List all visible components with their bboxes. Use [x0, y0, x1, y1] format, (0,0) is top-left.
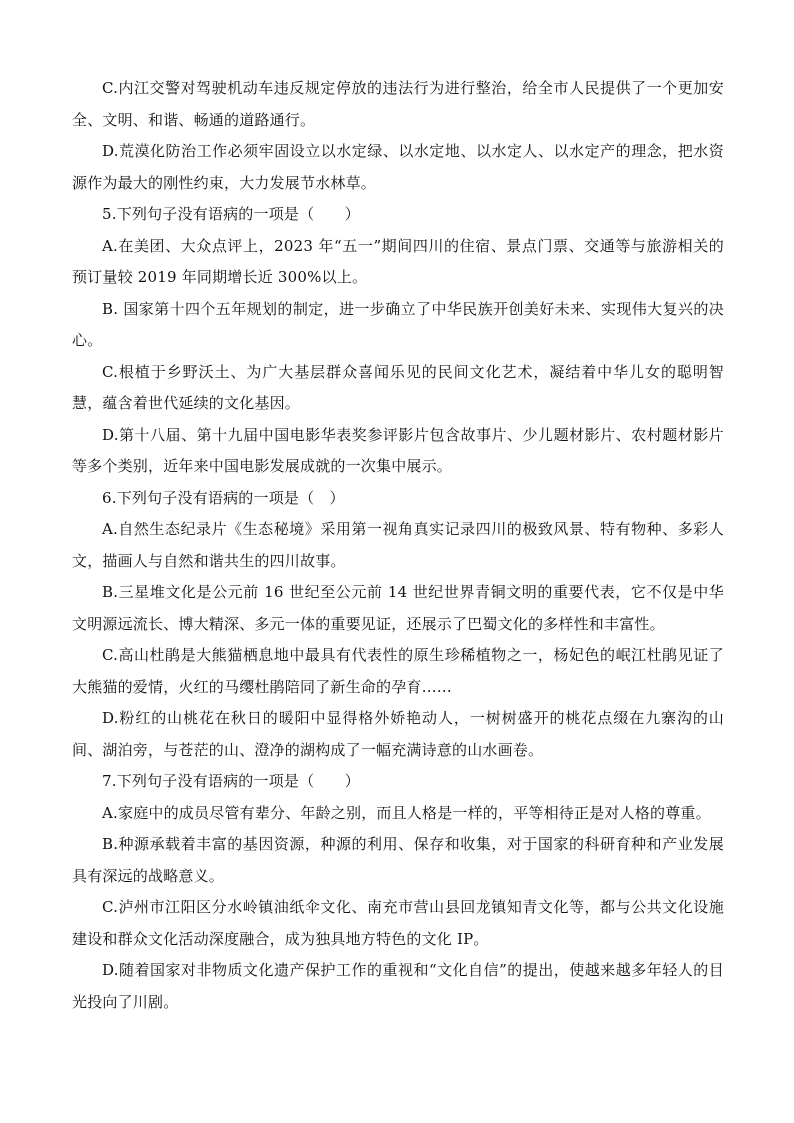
option-b-q7: B.种源承载着丰富的基因资源，种源的利用、保存和收集，对于国家的科研育种和产业发展具有深远的战略意义。	[72, 835, 724, 885]
question-6-stem: 6.下列句子没有语病的一项是（ ）	[102, 488, 345, 507]
option-d-q7: D.随着国家对非物质文化遗产保护工作的重视和“文化自信”的提出，使越来越多年轻人的目光投向了川剧。	[72, 961, 724, 1011]
option-d-q4: D.荒漠化防治工作必须牢固设立以水定绿、以水定地、以水定人、以水定产的理念，把水资源作为最大的刚性约束，大力发展节水林草。	[72, 142, 724, 192]
option-b-q6: B.三星堆文化是公元前 16 世纪至公元前 14 世纪世界青铜文明的重要代表，它不仅是中华文明源远流长、博大精深、多元一体的重要见证，还展示了巴蜀文化的多样性和丰富性。	[72, 583, 724, 633]
option-c-q7: C.泸州市江阳区分水岭镇油纸伞文化、南充市营山县回龙镇知青文化等，都与公共文化设施建设和群众文化活动深度融合，成为独具地方特色的文化 IP。	[72, 898, 724, 948]
option-c-q5: C.根植于乡野沃土、为广大基层群众喜闻乐见的民间文化艺术，凝结着中华儿女的聪明智慧，蕴含着世代延续的文化基因。	[72, 362, 724, 412]
option-a-q6: A.自然生态纪录片《生态秘境》采用第一视角真实记录四川的极致风景、特有物种、多彩人文，描画人与自然和谐共生的四川故事。	[72, 520, 724, 570]
option-a-q5: A.在美团、大众点评上，2023 年“五一”期间四川的住宿、景点门票、交通等与旅游相关的预订量较 2019 年同期增长近 300%以上。	[72, 236, 724, 286]
option-d-q6: D.粉红的山桃花在秋日的暖阳中显得格外娇艳动人，一树树盛开的桃花点缀在九寨沟的山间、湖泊旁，与苍茫的山、澄净的湖构成了一幅充满诗意的山水画卷。	[72, 709, 724, 759]
option-c-q6: C.高山杜鹃是大熊猫栖息地中最具有代表性的原生珍稀植物之一，杨妃色的岷江杜鹃见证了大熊猫的爱情，火红的马缨杜鹃陪同了新生命的孕育……	[72, 646, 724, 696]
option-a-q7: A.家庭中的成员尽管有辈分、年龄之别，而且人格是一样的，平等相待正是对人格的尊重。	[102, 803, 711, 822]
option-c-q4: C.内江交警对驾驶机动车违反规定停放的违法行为进行整治，给全市人民提供了一个更加安全、文明、和谐、畅通的道路通行。	[72, 79, 724, 129]
option-d-q5: D.第十八届、第十九届中国电影华表奖参评影片包含故事片、少儿题材影片、农村题材影片等多个类别，近年来中国电影发展成就的一次集中展示。	[72, 425, 724, 475]
option-b-q5: B. 国家第十四个五年规划的制定，进一步确立了中华民族开创美好未来、实现伟大复兴的决心。	[72, 299, 724, 349]
question-7-stem: 7.下列句子没有语病的一项是（ ）	[102, 772, 360, 790]
question-5-stem: 5.下列句子没有语病的一项是（ ）	[102, 205, 360, 223]
question-text	[72, 73, 724, 1018]
